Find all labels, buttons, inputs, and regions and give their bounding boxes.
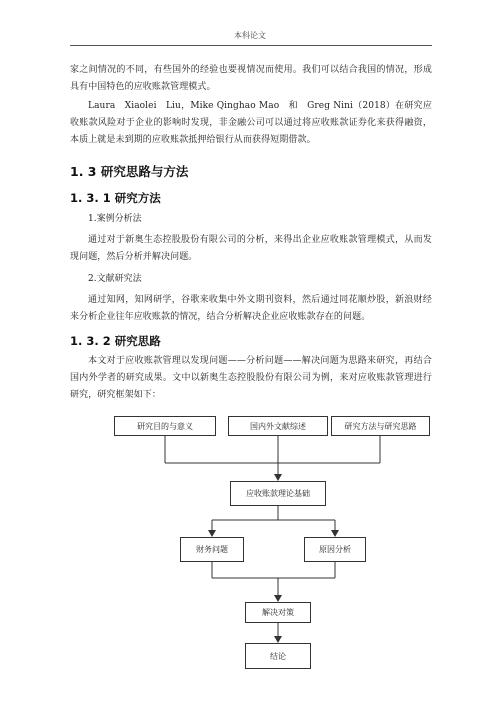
flow-box-methods: 研究方法与研究思路 [331, 416, 430, 436]
header-title: 本科论文 [234, 31, 266, 40]
section-1-3-1-heading: 1. 3. 1 研究方法 [70, 191, 161, 205]
method-2-label: 2.文献研究法 [88, 274, 142, 284]
method-1-label: 1.案例分析法 [88, 214, 142, 224]
flow-box-cause-analysis: 原因分析 [304, 537, 366, 562]
flow-box-purpose: 研究目的与意义 [114, 416, 216, 436]
flow-box-theory: 应收账款理论基础 [230, 481, 326, 506]
flow-box-solutions: 解决对策 [245, 602, 311, 623]
section-1-3-2-heading: 1. 3. 2 研究思路 [70, 334, 161, 348]
method-2-text: 通过知网，知网研学，谷歌来收集中外文期刊资料，然后通过同花顺炒股，新浪财经来分析企业往年应收账款的情况，结合分析解决企业应收账款存在的问题。 [70, 295, 432, 322]
paragraph-1: 家之间情况的不同，有些国外的经验也要视情况而使用。我们可以结合我国的情况，形成具有中国特色的应收账款管理模式。 [70, 65, 432, 92]
flow-box-literature: 国内外文献综述 [228, 416, 328, 436]
flow-box-financial-problems: 财务问题 [180, 537, 244, 562]
section-1-3-heading: 1. 3 研究思路与方法 [70, 164, 189, 179]
flow-box-conclusion: 结论 [245, 643, 311, 669]
method-1-text: 通过对于新奥生态控股股份有限公司的分析，来得出企业应收账款管理模式，从而发现问题，然后分析并解决问题。 [70, 235, 432, 262]
paragraph-2: Laura Xiaolei Liu，Mike Qinghao Mao 和 Greg Nini（2018）在研究应收账款风险对于企业的影响时发现，非金融公司可以通过将应收账款证券化来获得融资，本质上就是未到期的应收账款抵押给银行从而获得短期借款。 [70, 101, 432, 145]
research-approach-text: 本文对于应收账款管理以发现问题——分析问题——解决问题为思路来研究，再结合国内外学者的研究成果。文中以新奥生态控股股份有限公司为例，来对应收账款管理进行研究，研究框架如下： [70, 356, 432, 400]
